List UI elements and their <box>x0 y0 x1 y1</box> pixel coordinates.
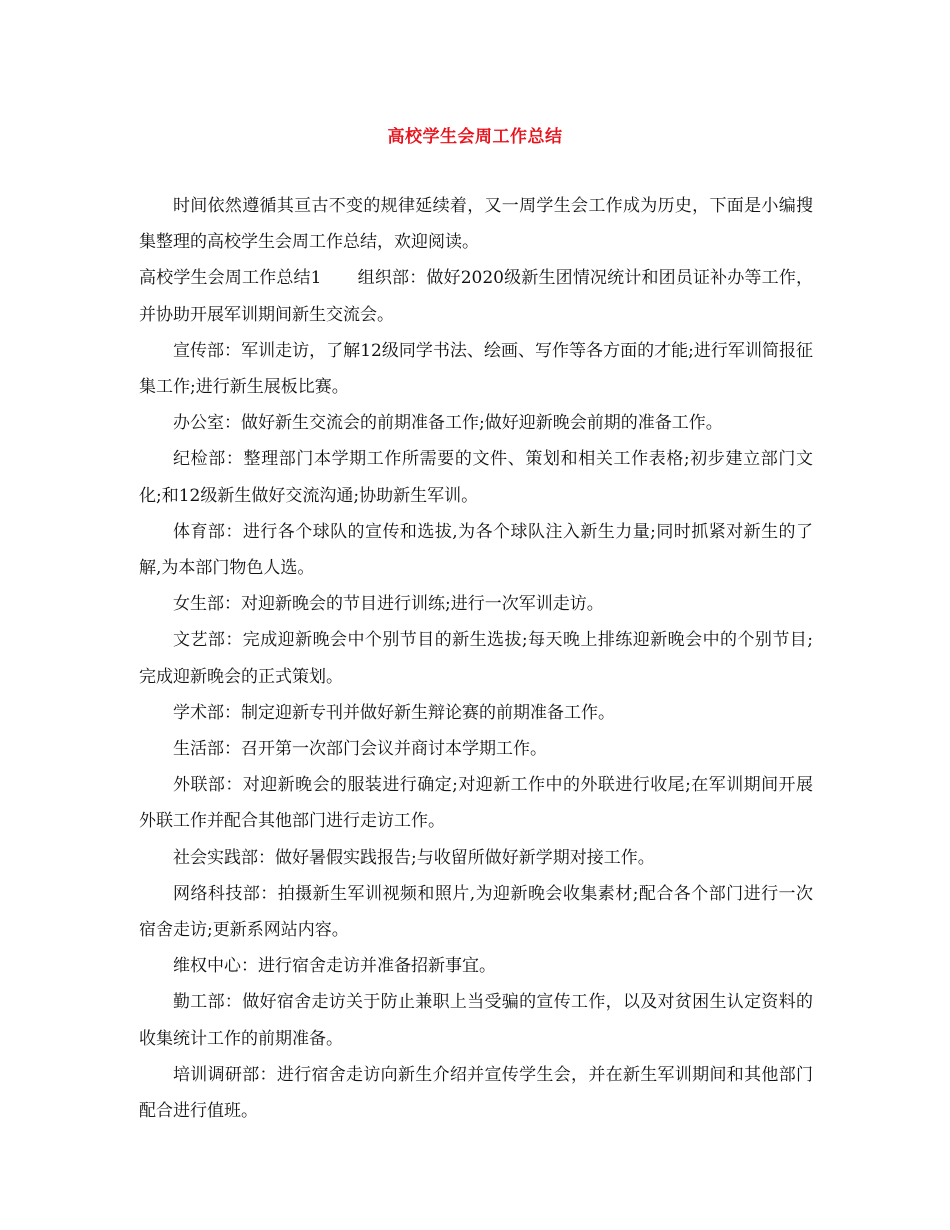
item-paragraph: 维权中心：进行宿舍走访并准备招新事宜。 <box>173 956 496 977</box>
item-paragraph: 学术部：制定迎新专刊并做好新生辩论赛的前期准备工作。 <box>173 702 615 723</box>
document-title: 高校学生会周工作总结 <box>387 127 563 147</box>
item-paragraph: 社会实践部：做好暑假实践报告;与收留所做好新学期对接工作。 <box>173 847 655 868</box>
section-heading: 高校学生会周工作总结1 <box>139 268 322 289</box>
item-paragraph: 文艺部：完成迎新晚会中个别节目的新生选拔;每天晚上排练迎新晚会中的个别节目;完成迎新晚会的正式策划。 <box>139 630 813 687</box>
item-paragraph: 勤工部：做好宿舍走访关于防止兼职上当受骗的宣传工作，以及对贫困生认定资料的收集统计工作的前期准备。 <box>139 992 813 1049</box>
item-paragraph: 宣传部：军训走访，了解12级同学书法、绘画、写作等各方面的才能;进行军训简报征集工作;进行新生展板比赛。 <box>139 340 813 398</box>
item-paragraph: 体育部：进行各个球队的宣传和选拔,为各个球队注入新生力量;同时抓紧对新生的了解,为本部门物色人选。 <box>139 521 813 579</box>
item-paragraph: 生活部：召开第一次部门会议并商讨本学期工作。 <box>173 739 547 760</box>
item-paragraph: 纪检部：整理部门本学期工作所需要的文件、策划和相关工作表格;初步建立部门文化;和12级新生做好交流沟通;协助新生军训。 <box>139 449 813 506</box>
intro-paragraph: 时间依然遵循其亘古不变的规律延续着，又一周学生会工作成为历史，下面是小编搜集整理的高校学生会周工作总结，欢迎阅读。 <box>139 196 813 253</box>
first-item: 组织部：做好2020级新生团情况统计和团员证补办等工作，并协助开展军训期间新生交流会。 <box>139 268 813 325</box>
item-paragraph: 办公室：做好新生交流会的前期准备工作;做好迎新晚会前期的准备工作。 <box>173 413 723 434</box>
item-paragraph: 网络科技部：拍摄新生军训视频和照片,为迎新晚会收集素材;配合各个部门进行一次宿舍走访;更新系网站内容。 <box>139 883 813 941</box>
item-paragraph: 外联部：对迎新晚会的服装进行确定;对迎新工作中的外联进行收尾;在军训期间开展外联工作并配合其他部门进行走访工作。 <box>139 775 813 832</box>
section-paragraph <box>139 260 813 332</box>
document-body <box>139 188 813 1129</box>
item-paragraph: 女生部：对迎新晚会的节目进行训练;进行一次军训走访。 <box>173 594 604 615</box>
item-paragraph: 培训调研部：进行宿舍走访向新生介绍并宣传学生会，并在新生军训期间和其他部门配合进行值班。 <box>139 1064 813 1122</box>
